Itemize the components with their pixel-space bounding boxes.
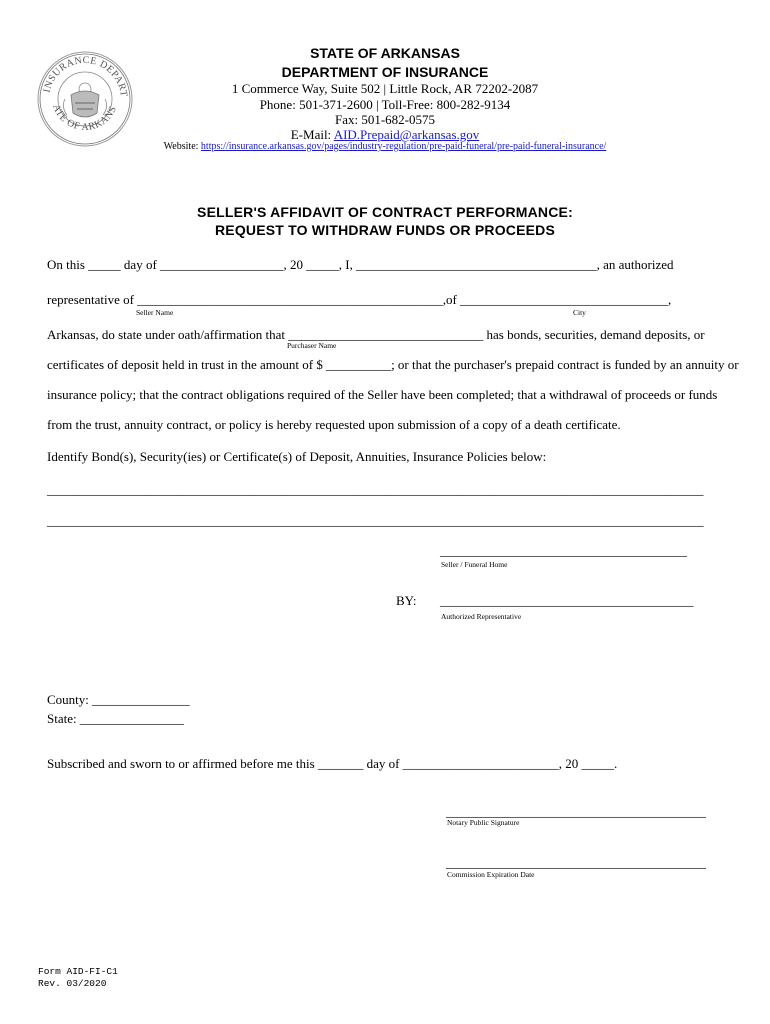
website-link[interactable]: https://insurance.arkansas.gov/pages/industry-regulation/pre-paid-funeral/pre-paid-funeral-insurance/ (200, 141, 607, 152)
notary-caption: Notary Public Signature (447, 818, 520, 827)
notary-signature-line[interactable]: ________________________________________ (446, 804, 706, 819)
address: 1 Commerce Way, Suite 502 | Little Rock, AR 72202-2087 (231, 81, 539, 96)
fax: Fax: 501-682-0575 (334, 112, 436, 127)
representative-signature-line[interactable]: _______________________________________ (440, 593, 694, 608)
by-label: BY: (396, 593, 417, 608)
representative-caption: Authorized Representative (441, 612, 522, 621)
email-link[interactable]: AID.Prepaid@arkansas.gov (333, 127, 480, 142)
date-and-declarant-line[interactable]: On this _____ day of ___________________, 20 _____, I, _____________________________________, an authorized (47, 257, 674, 272)
identify-label: Identify Bond(s), Security(ies) or Certificate(s) of Deposit, Annuities, Insurance Policies below: (47, 449, 547, 464)
oath-line[interactable]: Arkansas, do state under oath/affirmation that ______________________________ has bonds, securities, demand deposits, or (47, 327, 705, 342)
state-field[interactable]: State: ________________ (47, 711, 184, 726)
website-row (0, 141, 770, 152)
representative-line[interactable]: representative of _______________________________________________,of ________________________________, (47, 292, 672, 307)
website-label: Website: (163, 141, 201, 152)
department-heading: DEPARTMENT OF INSURANCE (281, 64, 489, 80)
identify-blank-line-1[interactable]: _____________________________________________________________________________________________________ (47, 482, 704, 497)
seller-caption: Seller / Funeral Home (441, 560, 508, 569)
seal-top-text: INSURANCE DEPART (41, 54, 130, 98)
subscribed-line[interactable]: Subscribed and sworn to or affirmed before me this _______ day of ________________________, 20 _____. (47, 756, 618, 771)
commission-expiration-line[interactable]: ________________________________________ (446, 855, 706, 870)
seal-bottom-text: ATE OF ARKANS (50, 102, 120, 133)
body-line-6: from the trust, annuity contract, or policy is hereby requested upon submission of a copy of a death certificate. (47, 417, 621, 432)
purchaser-name-caption: Purchaser Name (287, 341, 337, 350)
state-heading: STATE OF ARKANSAS (310, 45, 460, 61)
revision-date: Rev. 03/2020 (38, 978, 107, 989)
form-number: Form AID-FI-C1 (38, 966, 118, 977)
seller-name-caption: Seller Name (136, 308, 174, 317)
form-title-line-1: SELLER'S AFFIDAVIT OF CONTRACT PERFORMANCE: (197, 204, 573, 220)
identify-blank-line-2[interactable]: _____________________________________________________________________________________________________ (47, 513, 704, 528)
form-title-line-2: REQUEST TO WITHDRAW FUNDS OR PROCEEDS (214, 222, 556, 238)
seller-signature-line[interactable]: ______________________________________ (440, 543, 687, 558)
body-line-5: insurance policy; that the contract obligations required of the Seller have been completed; that a withdrawal of proceeds or funds (47, 387, 718, 402)
phone: Phone: 501-371-2600 | Toll-Free: 800-282-9134 (259, 97, 511, 112)
trust-amount-line[interactable]: certificates of deposit held in trust in the amount of $ __________; or that the purchaser's prepaid contract is funded by an annuity or (47, 357, 739, 372)
commission-expiration-caption: Commission Expiration Date (447, 870, 535, 879)
city-caption: City (573, 308, 586, 317)
county-field[interactable]: County: _______________ (47, 692, 190, 707)
email-label: E-Mail: (290, 127, 334, 142)
